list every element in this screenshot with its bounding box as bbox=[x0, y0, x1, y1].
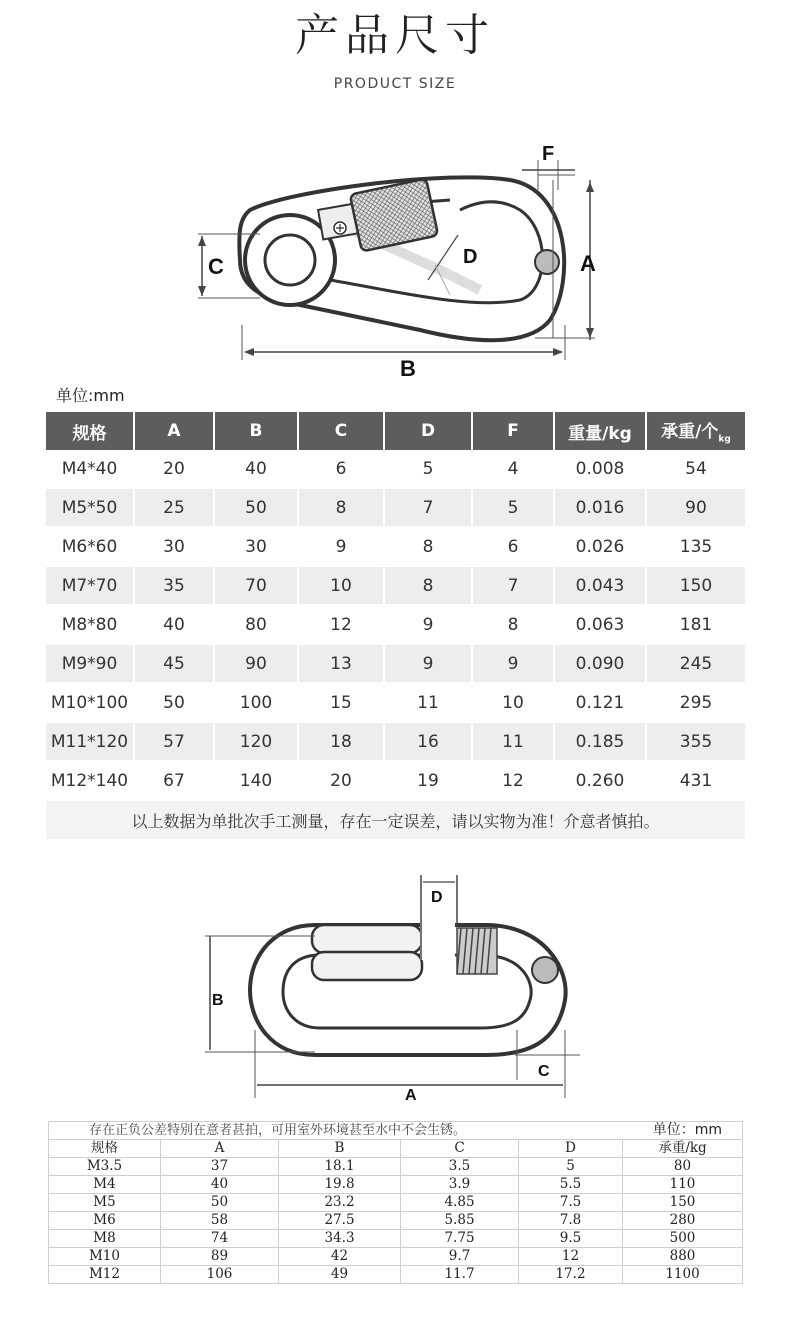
header-cell: D bbox=[384, 412, 472, 450]
table-cell: 3.5 bbox=[401, 1158, 519, 1176]
table-header-row bbox=[49, 1140, 743, 1158]
table-cell: 5.85 bbox=[401, 1212, 519, 1230]
quick-link-diagram bbox=[195, 870, 595, 1105]
table-row bbox=[46, 450, 745, 488]
table-cell: 20 bbox=[298, 761, 384, 800]
table-row bbox=[46, 683, 745, 722]
table-header-row bbox=[46, 412, 745, 450]
table1-note: 以上数据为单批次手工测量，存在一定误差，请以实物为准！介意者慎拍。 bbox=[46, 800, 745, 840]
header-cell: B bbox=[214, 412, 298, 450]
table-cell: M4 bbox=[49, 1176, 161, 1194]
table-cell: 11.7 bbox=[401, 1266, 519, 1284]
dim-label-a: A bbox=[580, 251, 596, 276]
header-unit: kg bbox=[718, 434, 731, 445]
table-row bbox=[46, 605, 745, 644]
table-cell: 90 bbox=[646, 488, 745, 527]
table-cell: 89 bbox=[161, 1248, 279, 1266]
table-row bbox=[46, 644, 745, 683]
table-cell: 30 bbox=[134, 527, 214, 566]
dim-label-a: A bbox=[405, 1087, 417, 1104]
table-cell: 37 bbox=[161, 1158, 279, 1176]
table-cell: M10*100 bbox=[46, 683, 134, 722]
header-cell: 规格 bbox=[46, 412, 134, 450]
table-cell: 245 bbox=[646, 644, 745, 683]
table-cell: 355 bbox=[646, 722, 745, 761]
table-cell: 49 bbox=[279, 1266, 401, 1284]
header-cell: 重量/kg bbox=[554, 412, 646, 450]
table-cell: 8 bbox=[472, 605, 554, 644]
table-cell: 0.260 bbox=[554, 761, 646, 800]
table-cell: M6 bbox=[49, 1212, 161, 1230]
table-cell: 9 bbox=[298, 527, 384, 566]
table-cell: 880 bbox=[623, 1248, 743, 1266]
table-cell: M5 bbox=[49, 1194, 161, 1212]
table-cell: 106 bbox=[161, 1266, 279, 1284]
table-cell: 4.85 bbox=[401, 1194, 519, 1212]
header-cell: C bbox=[298, 412, 384, 450]
table-cell: M3.5 bbox=[49, 1158, 161, 1176]
table-row bbox=[49, 1266, 743, 1284]
table-cell: M8*80 bbox=[46, 605, 134, 644]
spec-table-quick-link bbox=[48, 1121, 743, 1284]
table-cell: 27.5 bbox=[279, 1212, 401, 1230]
header-cell: 承重/kg bbox=[623, 1140, 743, 1158]
table2-unit: 单位：mm bbox=[623, 1122, 743, 1140]
table-row bbox=[49, 1194, 743, 1212]
header-cell: F bbox=[472, 412, 554, 450]
dim-label-d: D bbox=[431, 889, 443, 906]
table-cell: 0.185 bbox=[554, 722, 646, 761]
table-cell: 10 bbox=[472, 683, 554, 722]
table-cell: 7 bbox=[472, 566, 554, 605]
table-cell: 45 bbox=[134, 644, 214, 683]
table-row bbox=[46, 488, 745, 527]
header-cell: A bbox=[161, 1140, 279, 1158]
table-cell: 19 bbox=[384, 761, 472, 800]
table-cell: M7*70 bbox=[46, 566, 134, 605]
table-cell: 5.5 bbox=[519, 1176, 623, 1194]
table-row bbox=[49, 1248, 743, 1266]
table-cell: 50 bbox=[134, 683, 214, 722]
dim-label-c: C bbox=[538, 1063, 550, 1080]
table-cell: 34.3 bbox=[279, 1230, 401, 1248]
table-cell: 3.9 bbox=[401, 1176, 519, 1194]
table-cell: 12 bbox=[519, 1248, 623, 1266]
table2-note: 存在正负公差特别在意者甚拍，可用室外环境甚至水中不会生锈。 bbox=[49, 1122, 623, 1140]
table-cell: M4*40 bbox=[46, 450, 134, 488]
dim-label-b: B bbox=[400, 356, 416, 380]
table-cell: 30 bbox=[214, 527, 298, 566]
table-cell: 12 bbox=[472, 761, 554, 800]
table-cell: 140 bbox=[214, 761, 298, 800]
header-cell: B bbox=[279, 1140, 401, 1158]
table-cell: 80 bbox=[623, 1158, 743, 1176]
table-cell: 54 bbox=[646, 450, 745, 488]
table-cell: 19.8 bbox=[279, 1176, 401, 1194]
table-cell: 18.1 bbox=[279, 1158, 401, 1176]
table-cell: 40 bbox=[161, 1176, 279, 1194]
table-cell: 295 bbox=[646, 683, 745, 722]
table-cell: 8 bbox=[298, 488, 384, 527]
header-cell: C bbox=[401, 1140, 519, 1158]
dim-label-d: D bbox=[463, 246, 478, 268]
table-cell: 9.5 bbox=[519, 1230, 623, 1248]
header-cell bbox=[646, 412, 745, 450]
table-note-row bbox=[49, 1122, 743, 1140]
table-cell: 11 bbox=[384, 683, 472, 722]
table-row bbox=[49, 1212, 743, 1230]
table-row bbox=[49, 1230, 743, 1248]
table-cell: 16 bbox=[384, 722, 472, 761]
table-cell: M12*140 bbox=[46, 761, 134, 800]
table-cell: 150 bbox=[623, 1194, 743, 1212]
table-cell: 7.8 bbox=[519, 1212, 623, 1230]
table-cell: 135 bbox=[646, 527, 745, 566]
table-cell: 4 bbox=[472, 450, 554, 488]
table-row bbox=[46, 722, 745, 761]
table-cell: M12 bbox=[49, 1266, 161, 1284]
table-cell: 18 bbox=[298, 722, 384, 761]
table-cell: 5 bbox=[384, 450, 472, 488]
table-cell: 7.5 bbox=[519, 1194, 623, 1212]
table-cell: 8 bbox=[384, 566, 472, 605]
table-row bbox=[46, 566, 745, 605]
table-cell: 0.090 bbox=[554, 644, 646, 683]
table-cell: 13 bbox=[298, 644, 384, 683]
table-cell: 9.7 bbox=[401, 1248, 519, 1266]
table-cell: 12 bbox=[298, 605, 384, 644]
snap-hook-diagram bbox=[180, 130, 630, 380]
header-cell: 规格 bbox=[49, 1140, 161, 1158]
table-cell: 23.2 bbox=[279, 1194, 401, 1212]
table-cell: 8 bbox=[384, 527, 472, 566]
header-cell: A bbox=[134, 412, 214, 450]
table-cell: 181 bbox=[646, 605, 745, 644]
table-note-row bbox=[46, 800, 745, 840]
table-cell: 120 bbox=[214, 722, 298, 761]
table-cell: 500 bbox=[623, 1230, 743, 1248]
dim-label-b: B bbox=[212, 992, 224, 1009]
table-cell: 10 bbox=[298, 566, 384, 605]
table-cell: 280 bbox=[623, 1212, 743, 1230]
table-cell: 9 bbox=[384, 644, 472, 683]
table-cell: 150 bbox=[646, 566, 745, 605]
table-cell: M9*90 bbox=[46, 644, 134, 683]
table-cell: M8 bbox=[49, 1230, 161, 1248]
table-cell: 50 bbox=[161, 1194, 279, 1212]
table-row bbox=[49, 1158, 743, 1176]
table-cell: 35 bbox=[134, 566, 214, 605]
header-text: 承重/个 bbox=[661, 422, 719, 443]
table-cell: 50 bbox=[214, 488, 298, 527]
table-cell: 15 bbox=[298, 683, 384, 722]
table-cell: 7.75 bbox=[401, 1230, 519, 1248]
table-cell: 80 bbox=[214, 605, 298, 644]
table-cell: 70 bbox=[214, 566, 298, 605]
table-cell: 17.2 bbox=[519, 1266, 623, 1284]
table-cell: M5*50 bbox=[46, 488, 134, 527]
table-cell: 11 bbox=[472, 722, 554, 761]
table-cell: 0.043 bbox=[554, 566, 646, 605]
spec-table-snap-hook bbox=[46, 412, 745, 841]
dim-label-f: F bbox=[542, 143, 555, 165]
page-title: 产品尺寸 bbox=[295, 10, 495, 61]
table1-unit: 单位:mm bbox=[56, 386, 125, 405]
table-cell: 90 bbox=[214, 644, 298, 683]
table-cell: M6*60 bbox=[46, 527, 134, 566]
table-cell: 40 bbox=[214, 450, 298, 488]
table-cell: 0.026 bbox=[554, 527, 646, 566]
table-cell: 20 bbox=[134, 450, 214, 488]
table-cell: 74 bbox=[161, 1230, 279, 1248]
table-cell: 1100 bbox=[623, 1266, 743, 1284]
table-row bbox=[46, 527, 745, 566]
table-row bbox=[49, 1176, 743, 1194]
table-cell: 431 bbox=[646, 761, 745, 800]
table-cell: 5 bbox=[472, 488, 554, 527]
table-cell: 6 bbox=[298, 450, 384, 488]
table-cell: 57 bbox=[134, 722, 214, 761]
table-cell: 42 bbox=[279, 1248, 401, 1266]
table-cell: 0.121 bbox=[554, 683, 646, 722]
table-cell: 7 bbox=[384, 488, 472, 527]
table-cell: 0.063 bbox=[554, 605, 646, 644]
page-subtitle: PRODUCT SIZE bbox=[333, 76, 457, 92]
table-cell: 0.008 bbox=[554, 450, 646, 488]
table-cell: 25 bbox=[134, 488, 214, 527]
header-cell: D bbox=[519, 1140, 623, 1158]
table-cell: 5 bbox=[519, 1158, 623, 1176]
table-cell: 67 bbox=[134, 761, 214, 800]
table-row bbox=[46, 761, 745, 800]
table-cell: 9 bbox=[384, 605, 472, 644]
table-cell: 6 bbox=[472, 527, 554, 566]
table-cell: 100 bbox=[214, 683, 298, 722]
table-cell: 9 bbox=[472, 644, 554, 683]
dim-label-c: C bbox=[208, 254, 224, 279]
table-cell: M10 bbox=[49, 1248, 161, 1266]
table-cell: 0.016 bbox=[554, 488, 646, 527]
table-cell: 40 bbox=[134, 605, 214, 644]
table-cell: 110 bbox=[623, 1176, 743, 1194]
table-cell: M11*120 bbox=[46, 722, 134, 761]
table-cell: 58 bbox=[161, 1212, 279, 1230]
